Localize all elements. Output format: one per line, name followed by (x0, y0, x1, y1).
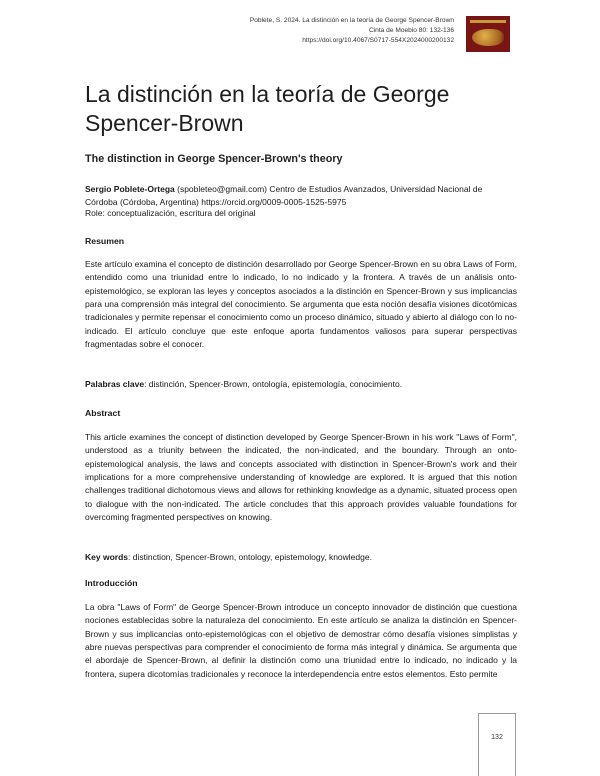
page-title: La distinción en la teoría de George Spencer-Brown (85, 81, 450, 136)
author-role: Role: conceptualización, escritura del original (85, 208, 256, 218)
palabras-clave-label: Palabras clave (85, 379, 145, 389)
resumen-heading: Resumen (85, 236, 125, 246)
logo-bar (470, 20, 506, 23)
header-journal: Cinta de Moebio 80: 132-136 (368, 27, 454, 34)
keywords-text: : distinction, Spencer-Brown, ontology, epistemology, knowledge. (128, 552, 372, 562)
header-citation: Poblete, S. 2024. La distinción en la teoría de George Spencer-Brown (249, 17, 454, 24)
journal-logo (466, 16, 510, 52)
author-affiliation: (spobleteo@gmail.com) Centro de Estudios Avanzados, Universidad Nacional de Córdoba (Córdoba, Argentina) https://orcid.org/0009-0005-1525-5975 (85, 184, 483, 207)
author-name: Sergio Poblete-Ortega (85, 184, 175, 194)
abstract-heading: Abstract (85, 408, 121, 418)
introduccion-heading: Introducción (85, 578, 138, 588)
keywords-label: Key words (85, 552, 128, 562)
palabras-clave-text: : distinción, Spencer-Brown, ontología, epistemología, conocimiento. (144, 379, 403, 389)
running-header (250, 16, 454, 46)
author-block (85, 183, 515, 208)
abstract-text: This article examines the concept of distinction developed by George Spencer-Brown in his work "Laws of Form", understood as a triunity between the indicated, the non-indicated, and the boundary. Through an onto-epistemological analysis, the laws and concepts associated with distinction in Spencer-Brown's work and their implications for a more comprehensive understanding of knowledge are explored. It is argued that this notion challenges traditional dichotomous views and allows for rethinking knowledge as a dynamic, situated process open to dialogue with the non-indicated. The article concludes that this approach provides valuable foundations for overcoming fragmented perspectives on knowing. (85, 432, 517, 523)
introduccion-text: La obra "Laws of Form" de George Spencer-Brown introduce un concepto innovador de distinción que cuestiona nociones establecidas sobre la naturaleza del conocimiento. En este artículo se analiza la distinción en Spencer-Brown y sus implicancias onto-epistemológicas con el objetivo de demostrar cómo desafía visiones simplistas y abre nuevas perspectivas para comprender el conocimiento de forma más integral y dinámica. Se argumenta que el abordaje de Spencer-Brown, al definir la distinción como una triunidad entre lo indicado, no indicado y la frontera, supera dicotomías tradicionales y reconoce la interdependencia entre estos elementos. Esto permite (85, 602, 517, 679)
resumen-text: Este artículo examina el concepto de distinción desarrollado por George Spencer-Brown en su obra Laws of Form, entendido como una triunidad entre lo indicado, lo no indicado y la frontera. A través de un análisis onto-epistemológico, se exploran las leyes y conceptos asociados a la distinción en Spencer-Brown y sus implicancias para una comprensión más integral del conocimiento. Se argumenta que esta noción desafía visiones dicotómicas tradicionales y permite repensar el conocimiento como un proceso dinámico, situado y abierto al diálogo con lo no-indicado. El artículo concluye que este enfoque aporta fundamentos valiosos para superar perspectivas fragmentadas sobre el conocer. (85, 259, 517, 350)
english-title: The distinction in George Spencer-Brown's theory (85, 153, 343, 165)
logo-emblem (472, 29, 504, 46)
header-doi[interactable]: https://doi.org/10.4067/S0717-554X2024000200132 (302, 37, 454, 44)
page-number: 132 (478, 713, 516, 776)
palabras-clave (85, 379, 517, 389)
keywords (85, 552, 517, 562)
